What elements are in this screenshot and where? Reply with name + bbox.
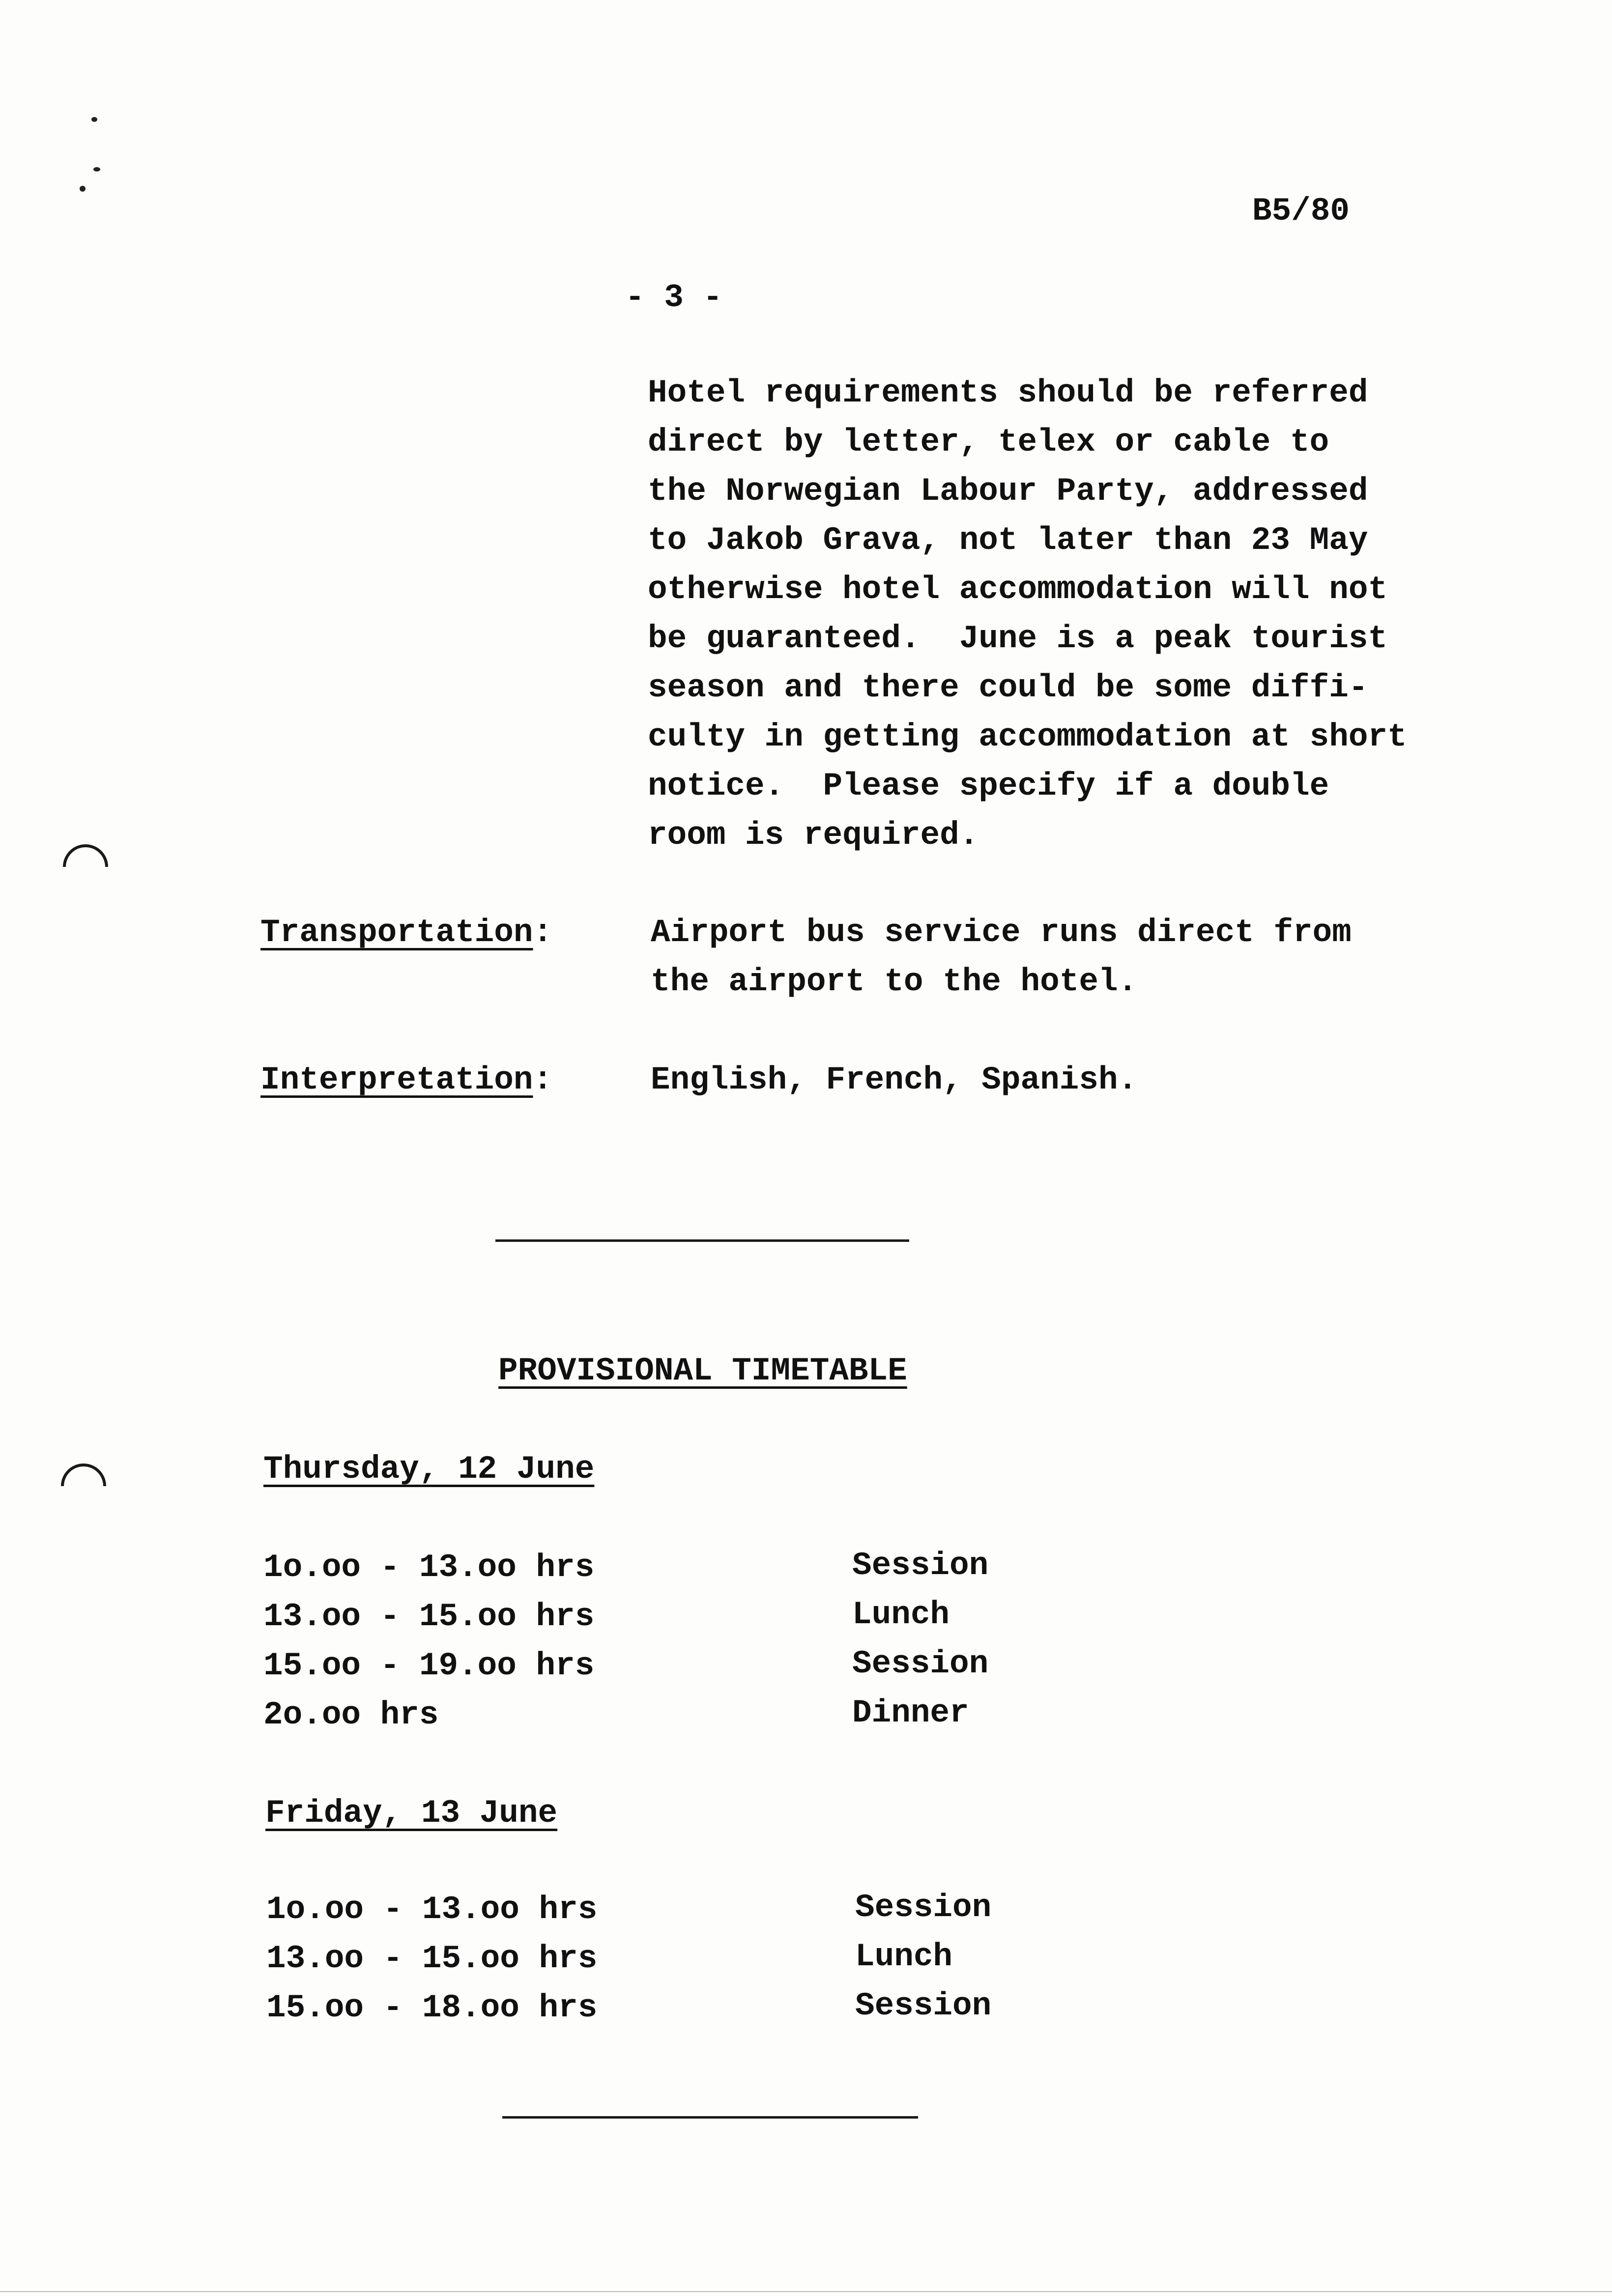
transportation-colon: : <box>533 914 553 951</box>
schedule-event: Session <box>852 1547 989 1584</box>
interpretation-colon: : <box>533 1062 553 1098</box>
schedule-time: 1o.oo - 13.oo hrs <box>266 1891 598 1928</box>
schedule-time: 1o.oo - 13.oo hrs <box>263 1549 595 1586</box>
schedule-event: Lunch <box>855 1938 953 1975</box>
schedule-time: 15.oo - 18.oo hrs <box>266 1989 598 2026</box>
binder-hole-mark <box>61 1464 106 1486</box>
interpretation-label-row <box>260 1056 552 1105</box>
day-heading-friday: Friday, 13 June <box>265 1795 558 1832</box>
binder-hole-mark <box>63 844 108 867</box>
schedule-time: 15.oo - 19.oo hrs <box>263 1647 595 1684</box>
transportation-label: Transportation <box>260 914 533 951</box>
page-number: - 3 - <box>625 279 723 316</box>
transportation-label-row <box>260 908 552 957</box>
scan-speck <box>93 167 100 172</box>
schedule-event: Session <box>855 1987 992 2024</box>
hotel-paragraph-line: culty in getting accommodation at short <box>648 718 1407 755</box>
timetable-title: PROVISIONAL TIMETABLE <box>498 1352 907 1389</box>
hotel-paragraph-line: direct by letter, telex or cable to <box>648 424 1329 460</box>
hotel-paragraph-line: the Norwegian Labour Party, addressed <box>648 473 1368 510</box>
document-reference: B5/80 <box>1252 193 1350 230</box>
hotel-paragraph-line: to Jakob Grava, not later than 23 May <box>648 522 1368 559</box>
schedule-event: Session <box>855 1889 992 1926</box>
hotel-paragraph-line: be guaranteed. June is a peak tourist <box>648 620 1388 657</box>
scan-speck <box>80 186 86 192</box>
transportation-text-line: Airport bus service runs direct from <box>651 914 1352 951</box>
schedule-time: 2o.oo hrs <box>263 1696 439 1733</box>
interpretation-languages: English, French, Spanish. <box>651 1062 1138 1098</box>
hotel-paragraph-line: season and there could be some diffi- <box>648 669 1368 706</box>
schedule-event: Session <box>852 1645 989 1682</box>
day-heading-thursday: Thursday, 12 June <box>263 1451 595 1488</box>
hotel-paragraph-line: room is required. <box>648 817 979 854</box>
schedule-time: 13.oo - 15.oo hrs <box>266 1940 598 1977</box>
interpretation-label: Interpretation <box>260 1062 533 1098</box>
schedule-event: Lunch <box>852 1596 950 1633</box>
hotel-paragraph-line: Hotel requirements should be referred <box>648 374 1368 411</box>
hotel-paragraph-line: otherwise hotel accommodation will not <box>648 571 1388 608</box>
scan-speck <box>91 117 97 122</box>
page-bottom-edge <box>0 2291 1612 2292</box>
schedule-time: 13.oo - 15.oo hrs <box>263 1598 595 1635</box>
schedule-event: Dinner <box>852 1694 969 1731</box>
section-divider <box>495 1239 909 1242</box>
closing-divider <box>502 2116 918 2119</box>
hotel-paragraph-line: notice. Please specify if a double <box>648 768 1329 804</box>
transportation-text-line: the airport to the hotel. <box>651 963 1138 1000</box>
